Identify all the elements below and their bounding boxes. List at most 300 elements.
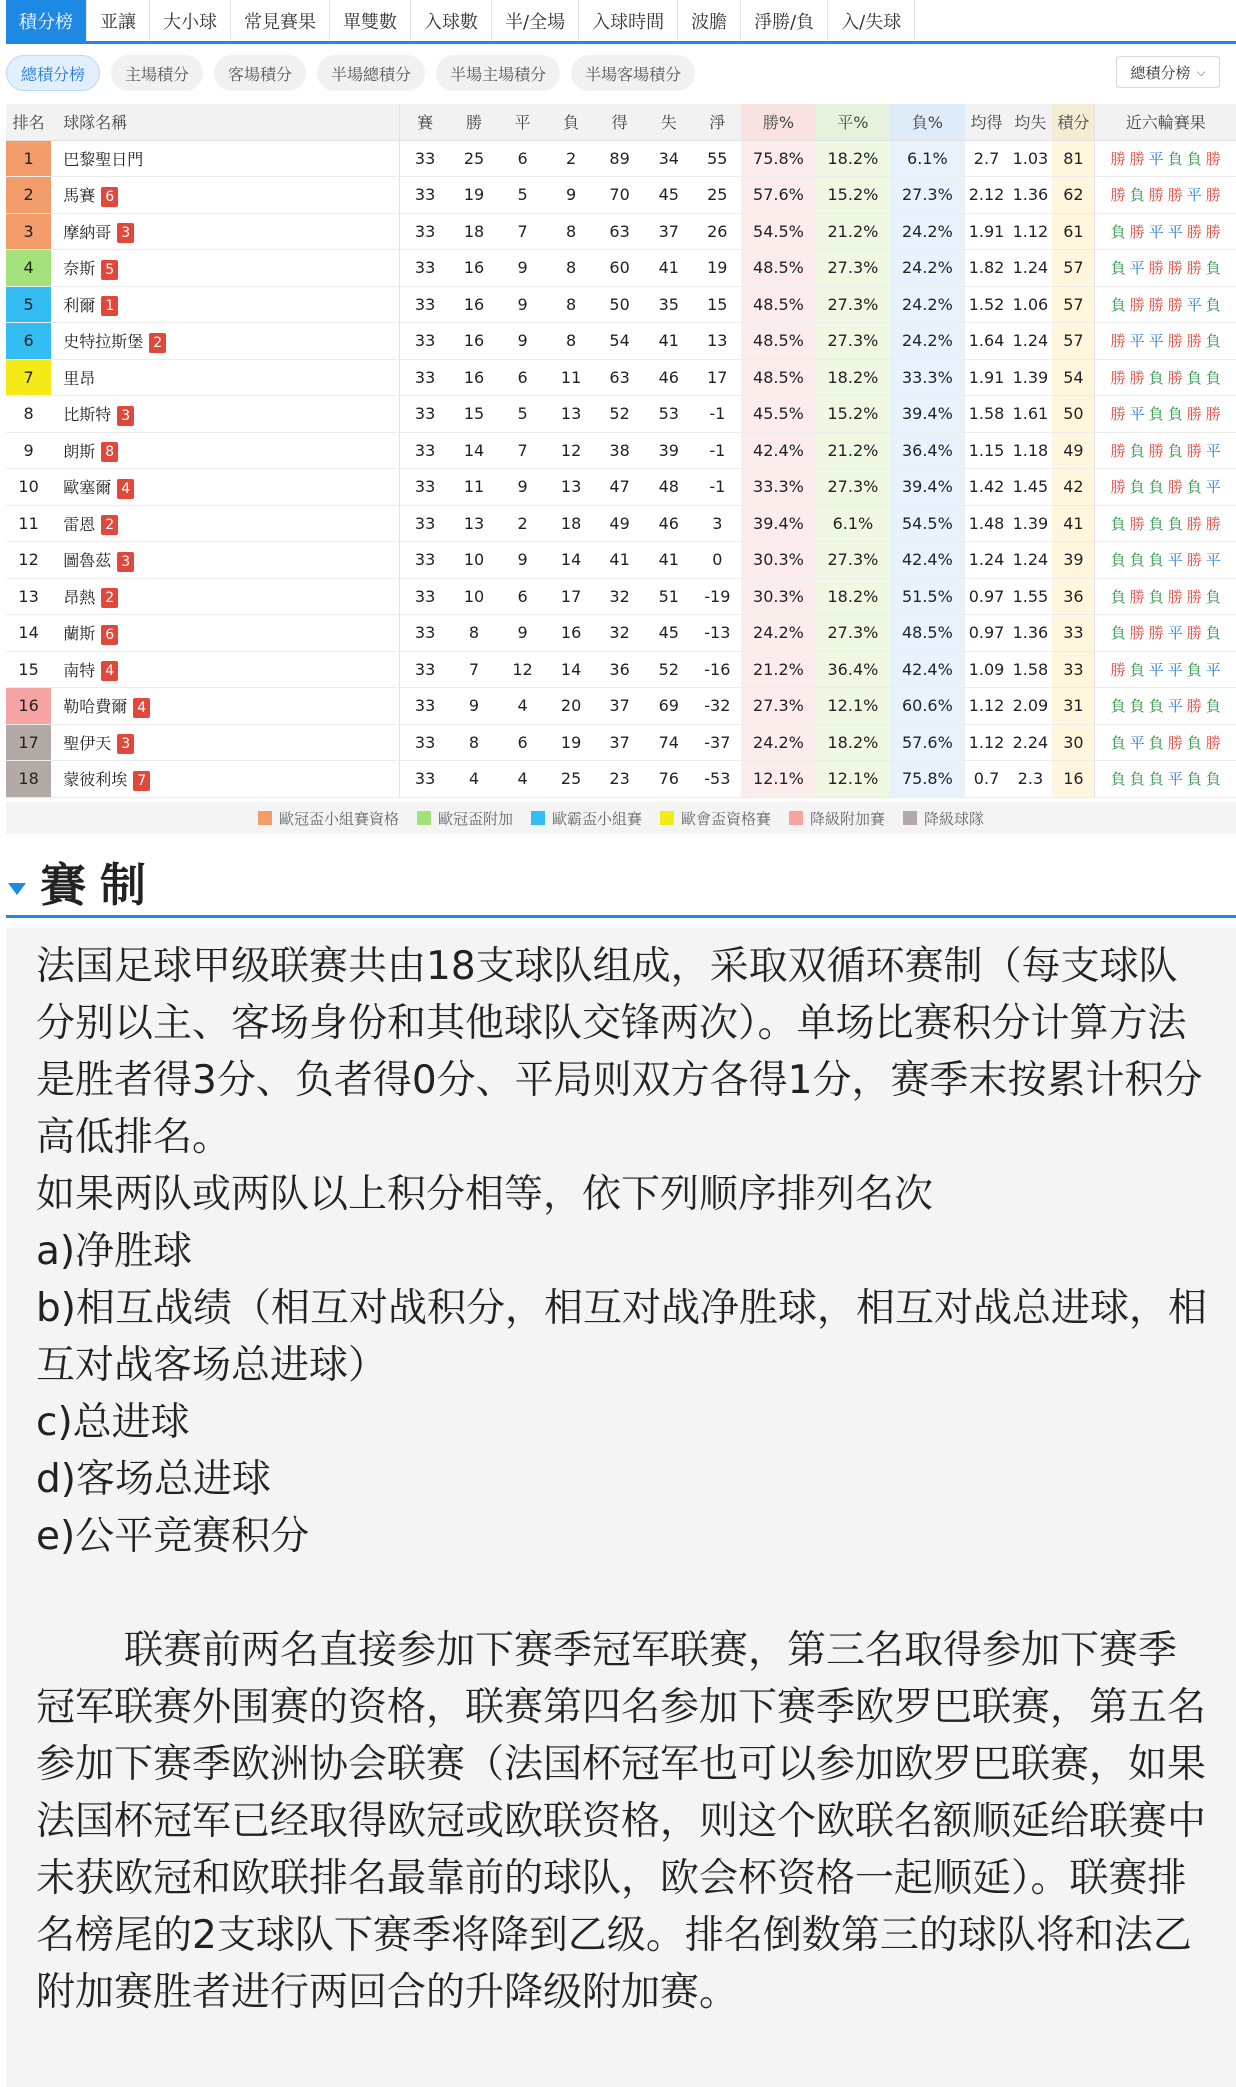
form-result: 勝 xyxy=(1129,624,1145,643)
gd-cell: -1 xyxy=(693,432,741,469)
form-result: 負 xyxy=(1110,697,1126,716)
legend-swatch xyxy=(258,811,272,825)
points-cell: 36 xyxy=(1052,578,1095,615)
form-result: 負 xyxy=(1148,770,1164,789)
loss-pct-cell: 75.8% xyxy=(890,761,964,798)
form-cell xyxy=(1095,432,1236,469)
loss-pct-cell: 6.1% xyxy=(890,140,964,177)
form-result: 平 xyxy=(1167,697,1183,716)
draw-pct-cell: 27.3% xyxy=(816,542,890,579)
form-result: 勝 xyxy=(1186,551,1202,570)
form-result: 負 xyxy=(1186,368,1202,387)
legend-item xyxy=(258,808,399,829)
won-cell: 8 xyxy=(450,615,498,652)
rank-cell: 3 xyxy=(6,213,51,250)
gd-cell: -1 xyxy=(693,469,741,506)
drawn-cell: 4 xyxy=(498,688,547,725)
form-result: 負 xyxy=(1205,697,1221,716)
red-card-badge: 3 xyxy=(117,406,134,426)
avg-ga-cell: 1.36 xyxy=(1008,177,1052,214)
section-title: 賽制 xyxy=(40,857,160,912)
team-name[interactable]: 里昂 xyxy=(63,368,96,388)
form-cell xyxy=(1095,651,1236,688)
form-result: 勝 xyxy=(1148,295,1164,314)
form-result: 勝 xyxy=(1110,368,1126,387)
gd-cell: 3 xyxy=(693,505,741,542)
form-result: 平 xyxy=(1148,149,1164,168)
rule-item: e)公平竞赛积分 xyxy=(36,1514,310,1559)
tab-item[interactable]: 入/失球 xyxy=(828,0,915,41)
avg-gf-cell: 0.7 xyxy=(965,761,1009,798)
drawn-cell: 5 xyxy=(498,396,547,433)
form-cell xyxy=(1095,359,1236,396)
tab-item[interactable]: 入球數 xyxy=(411,0,492,41)
legend-item xyxy=(789,808,885,829)
rank-cell: 18 xyxy=(6,761,51,798)
avg-ga-cell: 2.24 xyxy=(1008,724,1052,761)
rank-cell: 5 xyxy=(6,286,51,323)
avg-ga-cell: 1.61 xyxy=(1008,396,1052,433)
table-row[interactable] xyxy=(6,286,1236,323)
table-row[interactable] xyxy=(6,250,1236,287)
played-cell: 33 xyxy=(400,177,451,214)
team-cell xyxy=(51,250,399,287)
avg-ga-cell: 1.24 xyxy=(1008,250,1052,287)
form-result: 負 xyxy=(1110,259,1126,278)
drawn-cell: 9 xyxy=(498,286,547,323)
ga-cell: 45 xyxy=(644,177,693,214)
legend-swatch xyxy=(789,811,803,825)
form-result: 勝 xyxy=(1167,478,1183,497)
form-result: 平 xyxy=(1148,222,1164,241)
subtab-chip[interactable]: 半場總積分 xyxy=(317,55,425,91)
team-cell xyxy=(51,469,399,506)
form-result: 平 xyxy=(1148,332,1164,351)
tab-item[interactable]: 入球時間 xyxy=(579,0,678,41)
form-result: 負 xyxy=(1148,697,1164,716)
team-name[interactable]: 奈斯 xyxy=(63,259,96,278)
win-pct-cell: 54.5% xyxy=(741,213,815,250)
col-team: 球隊名稱 xyxy=(51,104,399,140)
points-cell: 57 xyxy=(1052,286,1095,323)
gf-cell: 36 xyxy=(595,651,644,688)
gf-cell: 63 xyxy=(595,213,644,250)
draw-pct-cell: 27.3% xyxy=(816,250,890,287)
win-pct-cell: 12.1% xyxy=(741,761,815,798)
points-cell: 31 xyxy=(1052,688,1095,725)
points-cell: 62 xyxy=(1052,177,1095,214)
col-played: 賽 xyxy=(400,104,451,140)
draw-pct-cell: 27.3% xyxy=(816,323,890,360)
table-row[interactable] xyxy=(6,651,1236,688)
legend-swatch xyxy=(417,811,431,825)
team-name[interactable]: 比斯特 xyxy=(63,405,112,424)
form-result: 勝 xyxy=(1186,624,1202,643)
legend-item xyxy=(531,808,642,829)
col-drawn: 平 xyxy=(498,104,547,140)
red-card-badge: 4 xyxy=(101,661,118,681)
team-cell xyxy=(51,724,399,761)
team-cell xyxy=(51,323,399,360)
red-card-badge: 2 xyxy=(149,333,166,353)
form-result: 平 xyxy=(1167,660,1183,679)
played-cell: 33 xyxy=(400,432,451,469)
form-result: 負 xyxy=(1129,770,1145,789)
form-cell xyxy=(1095,286,1236,323)
won-cell: 10 xyxy=(450,578,498,615)
team-name[interactable]: 蘭斯 xyxy=(63,624,96,643)
form-result: 負 xyxy=(1148,514,1164,533)
legend-swatch xyxy=(660,811,674,825)
table-row[interactable] xyxy=(6,323,1236,360)
avg-ga-cell: 1.39 xyxy=(1008,505,1052,542)
table-row[interactable] xyxy=(6,724,1236,761)
avg-gf-cell: 1.52 xyxy=(965,286,1009,323)
won-cell: 9 xyxy=(450,688,498,725)
form-result: 勝 xyxy=(1148,624,1164,643)
loss-pct-cell: 27.3% xyxy=(890,177,964,214)
loss-pct-cell: 36.4% xyxy=(890,432,964,469)
subtab-chip[interactable]: 客場積分 xyxy=(214,55,306,91)
col-won: 勝 xyxy=(450,104,498,140)
collapse-triangle-icon[interactable] xyxy=(8,883,26,895)
form-result: 勝 xyxy=(1110,186,1126,205)
form-result: 勝 xyxy=(1186,259,1202,278)
tab-item[interactable]: 積分榜 xyxy=(6,0,87,41)
won-cell: 8 xyxy=(450,724,498,761)
win-pct-cell: 24.2% xyxy=(741,724,815,761)
draw-pct-cell: 21.2% xyxy=(816,213,890,250)
won-cell: 25 xyxy=(450,140,498,177)
col-ga: 失 xyxy=(644,104,693,140)
points-cell: 41 xyxy=(1052,505,1095,542)
avg-ga-cell: 1.12 xyxy=(1008,213,1052,250)
table-row[interactable] xyxy=(6,213,1236,250)
red-card-badge: 6 xyxy=(101,625,118,645)
won-cell: 18 xyxy=(450,213,498,250)
played-cell: 33 xyxy=(400,651,451,688)
form-result: 勝 xyxy=(1167,368,1183,387)
win-pct-cell: 33.3% xyxy=(741,469,815,506)
rule-item: d)客场总进球 xyxy=(36,1457,271,1502)
col-rank: 排名 xyxy=(6,104,51,140)
col-avg-ga: 均失 xyxy=(1008,104,1052,140)
form-result: 勝 xyxy=(1205,186,1221,205)
red-card-badge: 6 xyxy=(101,187,118,207)
team-name[interactable]: 史特拉斯堡 xyxy=(63,332,144,351)
ga-cell: 48 xyxy=(644,469,693,506)
ga-cell: 34 xyxy=(644,140,693,177)
standings-table xyxy=(6,104,1236,798)
rank-cell: 9 xyxy=(6,432,51,469)
draw-pct-cell: 12.1% xyxy=(816,688,890,725)
avg-ga-cell: 1.39 xyxy=(1008,359,1052,396)
drawn-cell: 9 xyxy=(498,250,547,287)
gf-cell: 32 xyxy=(595,615,644,652)
points-cell: 30 xyxy=(1052,724,1095,761)
tab-item[interactable]: 大小球 xyxy=(150,0,231,41)
form-cell xyxy=(1095,177,1236,214)
avg-gf-cell: 1.48 xyxy=(965,505,1009,542)
points-cell: 33 xyxy=(1052,651,1095,688)
table-row[interactable] xyxy=(6,177,1236,214)
avg-gf-cell: 2.7 xyxy=(965,140,1009,177)
table-row[interactable] xyxy=(6,140,1236,177)
table-row[interactable] xyxy=(6,505,1236,542)
form-result: 負 xyxy=(1186,660,1202,679)
red-card-badge: 8 xyxy=(101,442,118,462)
tab-item[interactable]: 常見賽果 xyxy=(231,0,330,41)
form-result: 勝 xyxy=(1167,332,1183,351)
ga-cell: 74 xyxy=(644,724,693,761)
team-name[interactable]: 巴黎聖日門 xyxy=(63,149,144,169)
ga-cell: 76 xyxy=(644,761,693,798)
form-cell xyxy=(1095,323,1236,360)
table-row[interactable] xyxy=(6,688,1236,725)
form-result: 勝 xyxy=(1148,259,1164,278)
drawn-cell: 9 xyxy=(498,469,547,506)
drawn-cell: 9 xyxy=(498,615,547,652)
gd-cell: 15 xyxy=(693,286,741,323)
gd-cell: -53 xyxy=(693,761,741,798)
standings-type-select[interactable] xyxy=(1116,56,1220,88)
team-cell xyxy=(51,615,399,652)
won-cell: 16 xyxy=(450,250,498,287)
points-cell: 39 xyxy=(1052,542,1095,579)
gf-cell: 38 xyxy=(595,432,644,469)
subtab-chip[interactable]: 半場主場積分 xyxy=(436,55,560,91)
form-cell xyxy=(1095,615,1236,652)
team-cell xyxy=(51,578,399,615)
form-result: 平 xyxy=(1167,222,1183,241)
form-result: 負 xyxy=(1129,551,1145,570)
form-result: 勝 xyxy=(1186,514,1202,533)
avg-ga-cell: 1.24 xyxy=(1008,542,1052,579)
chevron-down-icon: ⌵ xyxy=(1196,64,1206,79)
legend-label: 歐會盃資格賽 xyxy=(681,809,772,828)
rule-item: a)净胜球 xyxy=(36,1229,193,1274)
gf-cell: 70 xyxy=(595,177,644,214)
form-result: 勝 xyxy=(1129,368,1145,387)
table-row[interactable] xyxy=(6,396,1236,433)
form-result: 平 xyxy=(1129,332,1145,351)
form-result: 勝 xyxy=(1110,405,1126,424)
tab-item[interactable]: 亚讓 xyxy=(87,0,150,41)
team-cell xyxy=(51,542,399,579)
gf-cell: 47 xyxy=(595,469,644,506)
col-form: 近六輪賽果 xyxy=(1095,104,1236,140)
table-row[interactable] xyxy=(6,432,1236,469)
lost-cell: 9 xyxy=(547,177,595,214)
form-result: 勝 xyxy=(1167,295,1183,314)
points-cell: 16 xyxy=(1052,761,1095,798)
subtab-chip[interactable]: 半場客場積分 xyxy=(571,55,695,91)
table-row[interactable] xyxy=(6,761,1236,798)
tab-item[interactable]: 單雙數 xyxy=(330,0,411,41)
form-result: 負 xyxy=(1186,478,1202,497)
gf-cell: 63 xyxy=(595,359,644,396)
win-pct-cell: 24.2% xyxy=(741,615,815,652)
team-name[interactable]: 朗斯 xyxy=(63,441,96,461)
lost-cell: 13 xyxy=(547,469,595,506)
played-cell: 33 xyxy=(400,396,451,433)
avg-gf-cell: 0.97 xyxy=(965,578,1009,615)
form-result: 負 xyxy=(1205,295,1221,314)
select-value: 總積分榜 xyxy=(1130,63,1191,82)
gd-cell: 0 xyxy=(693,542,741,579)
lost-cell: 8 xyxy=(547,286,595,323)
avg-ga-cell: 2.09 xyxy=(1008,688,1052,725)
form-result: 勝 xyxy=(1186,441,1202,460)
form-result: 負 xyxy=(1205,259,1221,278)
subtab-chip[interactable]: 總積分榜 xyxy=(6,55,100,91)
form-result: 負 xyxy=(1205,368,1221,387)
avg-gf-cell: 1.91 xyxy=(965,359,1009,396)
red-card-badge: 3 xyxy=(117,552,134,572)
table-row[interactable] xyxy=(6,542,1236,579)
rank-cell: 12 xyxy=(6,542,51,579)
team-name[interactable]: 蒙彼利埃 xyxy=(63,770,128,789)
table-row[interactable] xyxy=(6,359,1236,396)
gd-cell: -32 xyxy=(693,688,741,725)
team-name[interactable]: 圖魯茲 xyxy=(63,551,112,570)
form-result: 平 xyxy=(1167,624,1183,643)
form-result: 負 xyxy=(1129,660,1145,679)
gd-cell: 26 xyxy=(693,213,741,250)
team-name[interactable]: 歐塞爾 xyxy=(63,478,112,497)
draw-pct-cell: 6.1% xyxy=(816,505,890,542)
red-card-badge: 4 xyxy=(133,698,150,718)
red-card-badge: 4 xyxy=(117,479,134,499)
draw-pct-cell: 27.3% xyxy=(816,615,890,652)
form-cell xyxy=(1095,542,1236,579)
team-cell xyxy=(51,359,399,396)
win-pct-cell: 75.8% xyxy=(741,140,815,177)
form-cell xyxy=(1095,578,1236,615)
draw-pct-cell: 15.2% xyxy=(816,177,890,214)
gd-cell: -37 xyxy=(693,724,741,761)
form-cell xyxy=(1095,396,1236,433)
team-name[interactable]: 南特 xyxy=(63,660,96,680)
form-result: 勝 xyxy=(1110,332,1126,351)
gd-cell: -1 xyxy=(693,396,741,433)
loss-pct-cell: 24.2% xyxy=(890,286,964,323)
loss-pct-cell: 51.5% xyxy=(890,578,964,615)
subtab-chip[interactable]: 主場積分 xyxy=(111,55,203,91)
won-cell: 11 xyxy=(450,469,498,506)
ga-cell: 51 xyxy=(644,578,693,615)
form-result: 負 xyxy=(1167,149,1183,168)
form-result: 負 xyxy=(1110,514,1126,533)
gd-cell: 17 xyxy=(693,359,741,396)
draw-pct-cell: 18.2% xyxy=(816,359,890,396)
team-cell xyxy=(51,140,399,177)
avg-gf-cell: 1.12 xyxy=(965,724,1009,761)
form-result: 勝 xyxy=(1129,587,1145,606)
gf-cell: 23 xyxy=(595,761,644,798)
tab-item[interactable]: 半/全場 xyxy=(492,0,579,41)
form-result: 勝 xyxy=(1205,222,1221,241)
form-result: 負 xyxy=(1129,697,1145,716)
team-name[interactable]: 昂熱 xyxy=(63,587,96,607)
lost-cell: 12 xyxy=(547,432,595,469)
form-result: 負 xyxy=(1110,770,1126,789)
team-name[interactable]: 勒哈費爾 xyxy=(63,697,128,716)
rank-cell: 14 xyxy=(6,615,51,652)
won-cell: 7 xyxy=(450,651,498,688)
avg-gf-cell: 1.12 xyxy=(965,688,1009,725)
draw-pct-cell: 21.2% xyxy=(816,432,890,469)
team-name[interactable]: 雷恩 xyxy=(63,514,96,534)
draw-pct-cell: 18.2% xyxy=(816,140,890,177)
form-result: 勝 xyxy=(1167,587,1183,606)
gd-cell: -13 xyxy=(693,615,741,652)
team-name[interactable]: 聖伊天 xyxy=(63,733,112,753)
legend-label: 歐霸盃小組賽 xyxy=(551,809,642,828)
draw-pct-cell: 18.2% xyxy=(816,578,890,615)
col-avg-gf: 均得 xyxy=(965,104,1009,140)
form-cell xyxy=(1095,505,1236,542)
rules-paragraph: 法国足球甲级联赛共由18支球队组成，采取双循环赛制（每支球队分别以主、客场身份和其他球队交锋两次）。单场比赛积分计算方法是胜者得3分、负者得0分、平局则双方各得1分，赛季末按累计积分高低排名。 xyxy=(36,944,1203,1160)
avg-gf-cell: 1.09 xyxy=(965,651,1009,688)
rank-cell: 2 xyxy=(6,177,51,214)
rank-cell: 11 xyxy=(6,505,51,542)
avg-gf-cell: 0.97 xyxy=(965,615,1009,652)
team-name[interactable]: 摩納哥 xyxy=(63,222,112,242)
tab-item[interactable]: 淨勝/負 xyxy=(741,0,828,41)
table-row[interactable] xyxy=(6,578,1236,615)
form-result: 負 xyxy=(1129,441,1145,460)
ga-cell: 45 xyxy=(644,615,693,652)
points-cell: 54 xyxy=(1052,359,1095,396)
red-card-badge: 5 xyxy=(101,260,118,280)
team-name[interactable]: 馬賽 xyxy=(63,186,96,205)
drawn-cell: 6 xyxy=(498,724,547,761)
played-cell: 33 xyxy=(400,140,451,177)
form-result: 勝 xyxy=(1205,405,1221,424)
team-name[interactable]: 利爾 xyxy=(63,295,96,315)
win-pct-cell: 39.4% xyxy=(741,505,815,542)
avg-gf-cell: 1.91 xyxy=(965,213,1009,250)
lost-cell: 2 xyxy=(547,140,595,177)
loss-pct-cell: 39.4% xyxy=(890,396,964,433)
loss-pct-cell: 24.2% xyxy=(890,250,964,287)
legend-item xyxy=(417,808,513,829)
gf-cell: 32 xyxy=(595,578,644,615)
rules-text xyxy=(6,928,1236,2087)
form-result: 負 xyxy=(1148,405,1164,424)
rank-cell: 4 xyxy=(6,250,51,287)
tab-item[interactable]: 波膽 xyxy=(678,0,741,41)
legend-label: 歐冠盃附加 xyxy=(437,809,513,828)
form-result: 負 xyxy=(1148,587,1164,606)
gd-cell: 25 xyxy=(693,177,741,214)
gf-cell: 41 xyxy=(595,542,644,579)
form-result: 平 xyxy=(1186,295,1202,314)
ga-cell: 69 xyxy=(644,688,693,725)
form-result: 負 xyxy=(1110,551,1126,570)
table-row[interactable] xyxy=(6,469,1236,506)
table-row[interactable] xyxy=(6,615,1236,652)
drawn-cell: 5 xyxy=(498,177,547,214)
col-points: 積分 xyxy=(1052,104,1095,140)
red-card-badge: 3 xyxy=(117,223,134,243)
lost-cell: 18 xyxy=(547,505,595,542)
avg-ga-cell: 1.24 xyxy=(1008,323,1052,360)
legend-item xyxy=(903,808,984,829)
rules-paragraph: 联赛前两名直接参加下赛季冠军联赛，第三名取得参加下赛季冠军联赛外围赛的资格，联赛第四名参加下赛季欧罗巴联赛，第五名参加下赛季欧洲协会联赛（法国杯冠军也可以参加欧罗巴联赛，如果法国杯冠军已经取得欧冠或欧联资格，则这个欧联名额顺延给联赛中未获欧冠和欧联排名最靠前的球队，欧会杯资格一起顺延）。联赛排名榜尾的2支球队下赛季将降到乙级。排名倒数第三的球队将和法乙附加赛胜者进行两回合的升降级附加赛。 xyxy=(36,1628,1207,2015)
form-result: 平 xyxy=(1186,186,1202,205)
